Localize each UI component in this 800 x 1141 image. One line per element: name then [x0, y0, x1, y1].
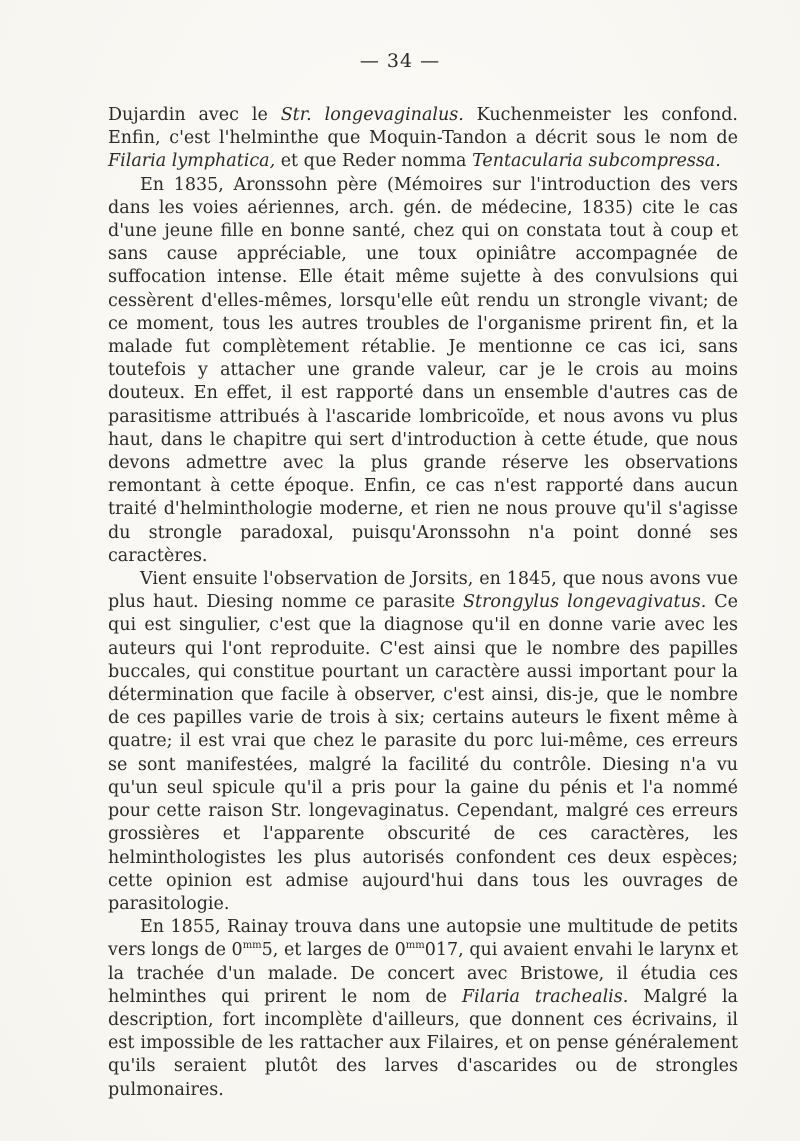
text-run: En 1855, Rainay trouva dans une autopsie une multitude de petits vers longs de 0: [108, 917, 738, 961]
text-run: Vient ensuite l'observation de Jorsits, en 1845, que nous avons vue plus haut. Diesing nomme ce parasite: [108, 569, 738, 613]
italic-run: Filaria lymphatica,: [108, 151, 276, 172]
superscript-run: mm: [405, 940, 425, 952]
text-run: Kuchenmeister les confond. Enfin, c'est l'helminthe que Moquin-Tandon a décrit sous le nom de: [108, 105, 738, 149]
text-run: Malgré la description, fort incomplète d'ailleurs, que donnent ces écrivains, il est impossible de les rattacher aux Filaires, et on pense généralement qu'ils seraient plutôt des larves d'ascarides ou de strongles pulmonaires.: [108, 986, 738, 1100]
text-run: En 1835, Aronssohn père (Mémoires sur l'introduction des vers dans les voies aériennes, arch. gén. de médecine, 1835) cite le cas d'une jeune fille en bonne santé, chez qui on constata tout à coup et sans cause appréciable, une toux opiniâtre accompagnée de suffocation intense. Elle était même sujette à des convulsions qui cessèrent d'elles-mêmes, lorsqu'elle eût rendu un strongle vivant; de ce moment, tous les autres troubles de l'organisme prirent fin, et la malade fut complètement rétablie. Je mentionne ce cas ici, sans toutefois y attacher une grande valeur, car je le crois au moins douteux. En effet, il est rapporté dans un ensemble d'autres cas de parasitisme attribués à l'ascaride lombricoïde, et nous avons vu plus haut, dans le chapitre qui sert d'introduction à cette étude, que nous devons admettre avec la plus grande réserve les observations remontant à cette époque. Enfin, ce cas n'est rapporté dans aucun traité d'helminthologie moderne, et rien ne nous prouve qu'il s'agisse du strongle paradoxal, puisqu'Aronssohn n'a point donné ses caractères.: [108, 174, 738, 566]
text-run: Dujardin avec le: [108, 105, 281, 125]
italic-run: Tentacularia subcompressa.: [472, 151, 721, 172]
paragraph-4: [108, 916, 738, 1102]
italic-run: Filaria trachealis.: [461, 986, 629, 1007]
superscript-run: mm: [242, 940, 262, 952]
paragraph-1: [108, 104, 738, 174]
text-run: 017, qui avaient envahi le larynx et la trachée d'un malade. De concert avec Bristowe, il étudia ces helminthes qui prirent le nom de: [108, 940, 738, 1007]
text-run: Ce qui est singulier, c'est que la diagnose qu'il en donne varie avec les auteurs qui l'ont reproduite. C'est ainsi que le nombre des papilles buccales, qui constitue pourtant un caractère aussi important pour la détermination que facile à observer, c'est ainsi, dis-je, que le nombre de ces papilles varie de trois à six; certains auteurs le fixent même à quatre; il est vrai que chez le parasite du porc lui-même, ces erreurs se sont manifestées, malgré la facilité du contrôle. Diesing n'a vu qu'un seul spicule qu'il a pris pour la gaine du pénis et l'a nommé pour cette raison Str. longevaginatus. Cependant, malgré ces erreurs grossières et l'apparente obscurité de ces caractères, les helminthologistes les plus autorisés confondent ces deux espèces; cette opinion est admise aujourd'hui dans tous les ouvrages de parasitologie.: [108, 592, 738, 914]
body-text: [108, 104, 738, 1102]
italic-run: Str. longevaginalus.: [280, 105, 464, 125]
page-number: — 34 —: [359, 50, 441, 72]
paragraph-3: [108, 568, 738, 916]
text-run: et que Reder nomma: [275, 151, 473, 172]
text-run: 5, et larges de 0: [261, 940, 406, 961]
paragraph-2: [108, 174, 738, 568]
italic-run: Strongylus longevagivatus.: [463, 592, 707, 613]
